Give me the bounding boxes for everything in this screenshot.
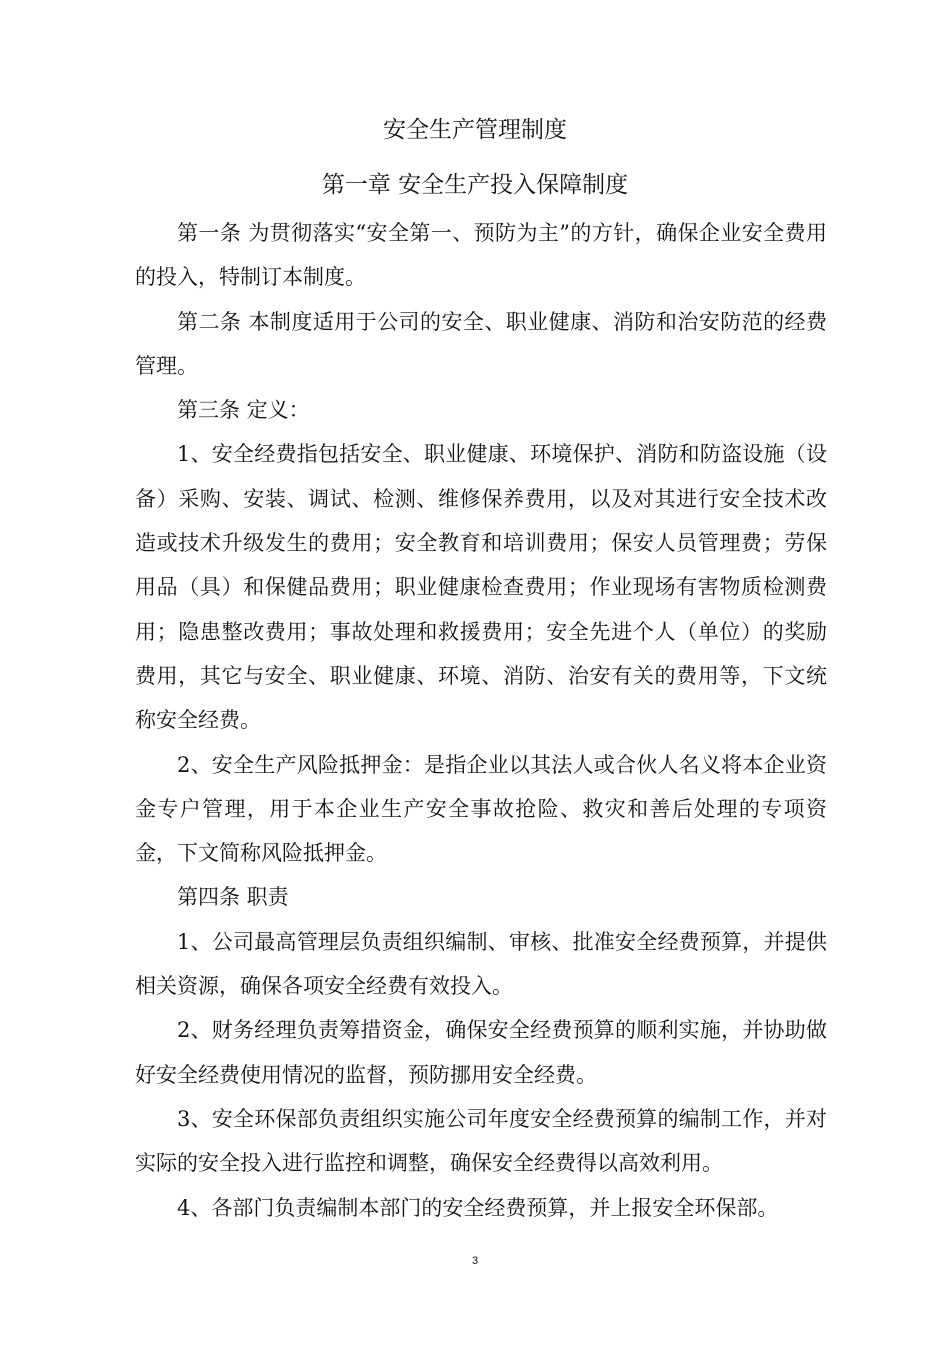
- document-title: 安全生产管理制度: [383, 117, 567, 143]
- duty-1-paragraph: 1、公司最高管理层负责组织编制、审核、批准安全经费预算，并提供相关资源，确保各项安全经费有效投入。: [135, 929, 827, 999]
- article-3-heading: 第三条 定义：: [177, 398, 310, 423]
- duty-4-paragraph: 4、各部门负责编制本部门的安全经费预算，并上报安全环保部。: [177, 1195, 779, 1220]
- chapter-title: 第一章 安全生产投入保障制度: [321, 172, 629, 198]
- document-body: [135, 211, 827, 1230]
- definition-2-paragraph: 2、安全生产风险抵押金：是指企业以其法人或合伙人名义将本企业资金专户管理，用于本企业生产安全事故抢险、救灾和善后处理的专项资金，下文简称风险抵押金。: [135, 752, 827, 866]
- duty-3-paragraph: 3、安全环保部负责组织实施公司年度安全经费预算的编制工作，并对实际的安全投入进行监控和调整，确保安全经费得以高效利用。: [135, 1106, 827, 1176]
- article-4-heading: 第四条 职责: [177, 885, 289, 910]
- duty-2-paragraph: 2、财务经理负责筹措资金，确保安全经费预算的顺利实施，并协助做好安全经费使用情况的监督，预防挪用安全经费。: [135, 1018, 827, 1087]
- article-1-paragraph: 第一条 为贯彻落实“安全第一、预防为主”的方针，确保企业安全费用的投入，特制订本制度。: [135, 221, 827, 290]
- definition-1-paragraph: 1、安全经费指包括安全、职业健康、环境保护、消防和防盗设施（设备）采购、安装、调试、检测、维修保养费用，以及对其进行安全技术改造或技术升级发生的费用；安全教育和培训费用；保安人员管理费；劳保用品（具）和保健品费用；职业健康检查费用；作业现场有害物质检测费用；隐患整改费用；事故处理和救援费用；安全先进个人（单位）的奖励费用，其它与安全、职业健康、环境、消防、治安有关的费用等，下文统称安全经费。: [135, 442, 827, 733]
- article-2-paragraph: 第二条 本制度适用于公司的安全、职业健康、消防和治安防范的经费管理。: [135, 309, 827, 378]
- page-number: 3: [471, 1255, 479, 1267]
